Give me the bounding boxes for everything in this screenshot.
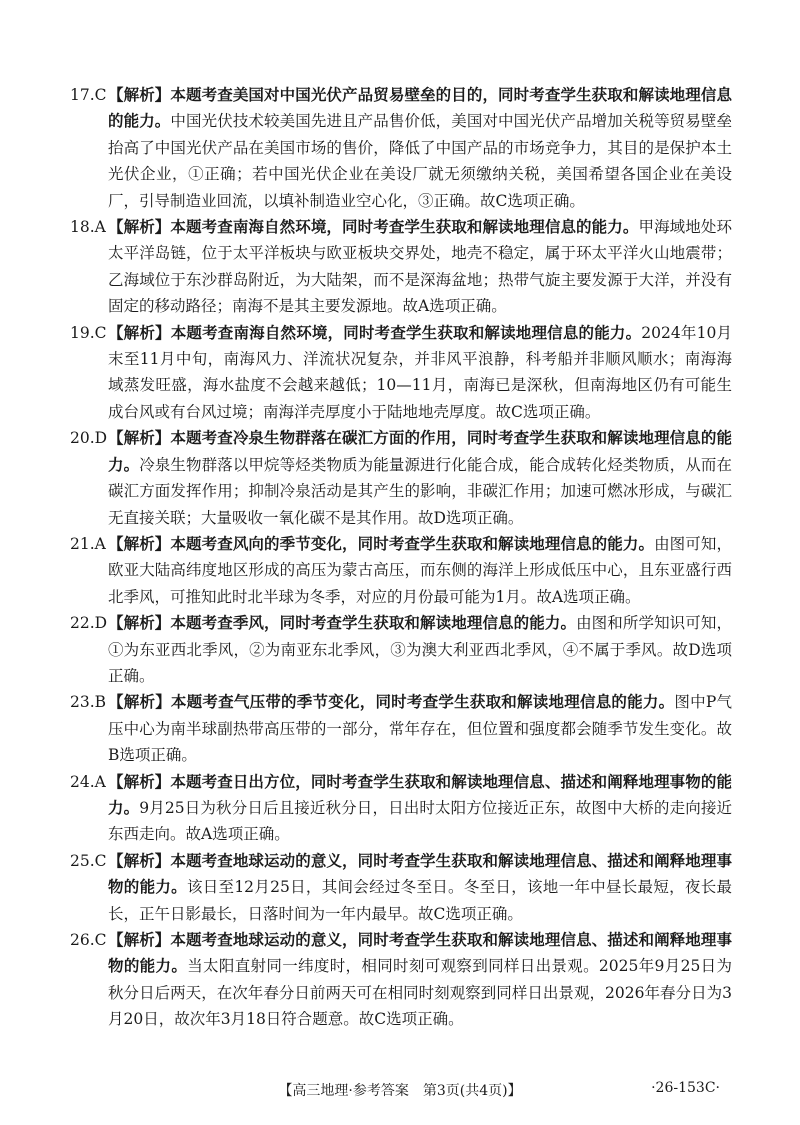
footer-page-info: 【高三地理·参考答案 第3页(共4页)】: [278, 1083, 522, 1099]
answer-number: 22.D: [70, 614, 108, 633]
analysis-body: 冷泉生物群落以甲烷等烃类物质为能量源进行化能合成，能合成转化烃类物质，从而在碳汇方面发挥作用；抑制冷泉活动是其产生的影响，非碳汇作用；加速可燃冰形成，与碳汇无直接关联；大量吸收一氧化碳不是其作用。故D选项正确。: [108, 455, 732, 527]
answer-item-23: [70, 689, 732, 768]
answer-item-26: [70, 927, 732, 1033]
answer-item-24: [70, 769, 732, 848]
answer-item-18: [70, 214, 732, 320]
answer-number: 17.C: [70, 86, 107, 104]
analysis-body: 甲海域地处环太平洋岛链，位于太平洋板块与欧亚板块交界处，地壳不稳定，属于环太平洋火山地震带；乙海域位于东沙群岛附近，为大陆架，而不是深海盆地；热带气旋主要发源于大洋，并没有固定的移动路径；南海不是其主要发源地。故A选项正确。: [108, 218, 732, 316]
answer-number: 25.C: [70, 851, 107, 870]
analysis-body: 9月25日为秋分日后且接近秋分日，日出时太阳方位接近正东，故图中大桥的走向接近东西走向。故A选项正确。: [108, 798, 732, 844]
answer-number: 18.A: [70, 218, 106, 237]
answer-item-25: [70, 848, 732, 927]
analysis-heading: 【解析】本题考查气压带的季节变化，同时考查学生获取和解读地理信息的能力。: [108, 692, 675, 712]
answer-item-22: [70, 610, 732, 689]
analysis-heading: 【解析】本题考查地球运动的意义，同时考查学生获取和解读地理信息、描述和阐释地理事物的能力。: [108, 850, 732, 897]
answer-item-21: [70, 531, 732, 610]
answer-number: 23.B: [70, 693, 107, 712]
footer-code: ·26-153C·: [651, 1080, 720, 1096]
analysis-heading: 【解析】本题考查日出方位，同时考查学生获取和解读地理信息、描述和阐释地理事物的能力。: [108, 771, 732, 817]
analysis-heading: 【解析】本题考查季风，同时考查学生获取和解读地理信息的能力。: [108, 613, 577, 633]
analysis-heading: 【解析】本题考查南海自然环境，同时考查学生获取和解读地理信息的能力。: [108, 322, 642, 342]
answer-item-20: [70, 425, 732, 531]
answer-number: 19.C: [70, 323, 107, 342]
analysis-heading: 【解析】本题考查南海自然环境，同时考查学生获取和解读地理信息的能力。: [108, 217, 639, 237]
answer-number: 20.D: [70, 429, 108, 448]
analysis-heading: 【解析】本题考查风向的季节变化，同时考查学生获取和解读地理信息的能力。: [108, 533, 655, 553]
analysis-body: 图中P气压中心为南半球副热带高压带的一部分，常年存在，但位置和强度都会随季节发生变化。故B选项正确。: [108, 693, 732, 765]
answer-number: 21.A: [70, 534, 106, 553]
answer-list: [70, 82, 732, 1033]
analysis-heading: 【解析】本题考查美国对中国光伏产品贸易壁垒的目的，同时考查学生获取和解读地理信息的能力。: [108, 85, 732, 131]
answer-item-19: [70, 320, 732, 426]
analysis-heading: 【解析】本题考查冷泉生物群落在碳汇方面的作用，同时考查学生获取和解读地理信息的能力。: [108, 428, 732, 474]
answer-number: 26.C: [70, 931, 107, 949]
analysis-body: 当太阳直射同一纬度时，相同时刻可观察到同样日出景观。2025年9月25日为秋分日后两天，在次年春分日前两天可在相同时刻观察到同样日出景观，2026年春分日为3月20日，故次年3月18日符合题意。故C选项正确。: [108, 957, 732, 1029]
analysis-heading: 【解析】本题考查地球运动的意义，同时考查学生获取和解读地理信息、描述和阐释地理事物的能力。: [108, 930, 732, 976]
analysis-body: 由图可知，欧亚大陆高纬度地区形成的高压为蒙古高压，而东侧的海洋上形成低压中心，且东亚盛行西北季风，可推知此时北半球为冬季，对应的月份最可能为1月。故A选项正确。: [108, 534, 732, 606]
answer-item-17: [70, 82, 732, 214]
answer-number: 24.A: [70, 772, 106, 791]
analysis-body: 由图和所学知识可知，①为东亚西北季风，②为南亚东北季风，③为澳大利亚西北季风，④不属于季风。故D选项正确。: [108, 614, 732, 685]
analysis-body: 中国光伏技术较美国先进且产品售价低，美国对中国光伏产品增加关税等贸易壁垒抬高了中国光伏产品在美国市场的售价，降低了中国产品的市场竞争力，其目的是保护本土光伏企业，①正确；若中国光伏企业在美设厂就无须缴纳关税，美国希望各国企业在美设厂，引导制造业回流，以填补制造业空心化，③正确。故C选项正确。: [108, 112, 732, 210]
analysis-body: 2024年10月末至11月中旬，南海风力、洋流状况复杂，并非风平浪静，科考船并非顺风顺水；南海海域蒸发旺盛，海水盐度不会越来越低；10—11月，南海已是深秋，但南海地区仍有可能生成台风或有台风过境；南海洋壳厚度小于陆地地壳厚度。故C选项正确。: [108, 323, 732, 421]
analysis-body: 该日至12月25日，其间会经过冬至日。冬至日，该地一年中昼长最短，夜长最长，正午日影最长，日落时间为一年内最早。故C选项正确。: [108, 878, 732, 923]
